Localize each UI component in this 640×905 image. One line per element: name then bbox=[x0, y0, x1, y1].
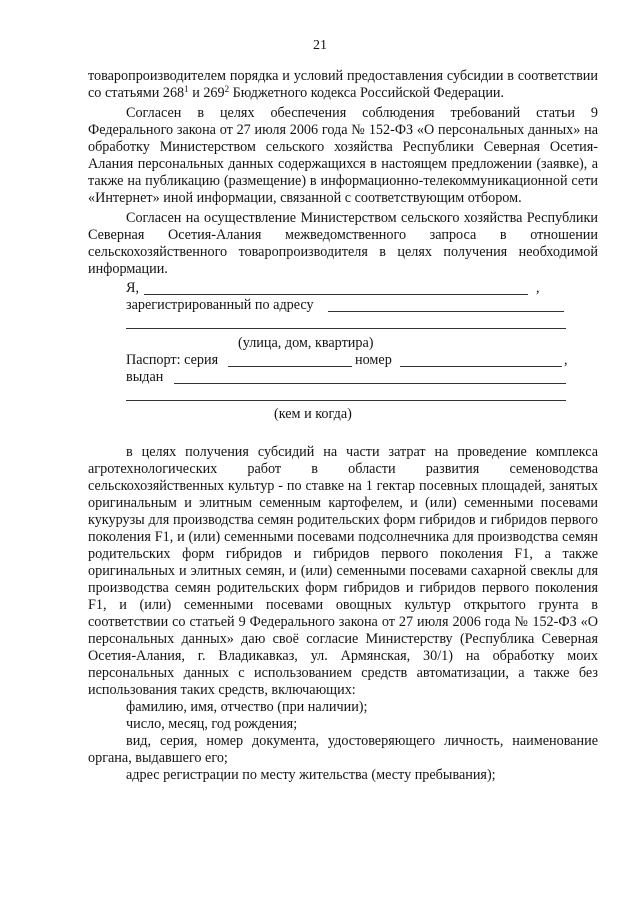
paragraph-interagency-request-consent: Согласен на осуществление Министерством сельского хозяйства Республики Северная Осетия-Алания межведомственного запроса в отношении сельскохозяйственного товаропроизводителя в целях получения необходимой информации. bbox=[88, 210, 598, 277]
paragraph-personal-data-consent: Согласен в целях обеспечения соблюдения требований статьи 9 Федерального закона от 27 июля 2006 года № 152-ФЗ «О персональных данных» на обработку Министерством сельского хозяйства Республики Северная Осетия-Алания персональных данных содержащихся в настоящем предложении (заявке), а также на публикацию (размещение) в информационно-телекоммуникационной сети «Интернет» иной информации, связанной с соответствующим отбором. bbox=[88, 105, 598, 206]
registered-address-label: зарегистрированный по адресу bbox=[126, 297, 314, 313]
list-item-identity-document: вид, серия, номер документа, удостоверяющего личность, наименование органа, выдавшего его; bbox=[88, 733, 598, 766]
passport-number-label: номер bbox=[355, 352, 392, 368]
passport-series-label: Паспорт: серия bbox=[126, 352, 219, 368]
footnote-mark-1: 1 bbox=[184, 84, 189, 94]
list-item-registration-address: адрес регистрации по месту жительства (месту пребывания); bbox=[126, 767, 496, 783]
paragraph-subsidy-conditions: товаропроизводителем порядка и условий предоставления субсидии в соответствии со статьями $268^1$ и $269^2$ Бюджетного кодекса Российской Федерации. bbox=[88, 68, 598, 101]
document-body bbox=[88, 68, 598, 784]
footnote-mark-2: 2 bbox=[224, 84, 230, 94]
list-item-full-name: фамилию, имя, отчество (при наличии); bbox=[126, 699, 368, 715]
issued-field-1[interactable] bbox=[174, 383, 566, 384]
paragraph-subsidy-purpose-consent: в целях получения субсидий на части затрат на проведение комплекса агротехнологических работ в области развития семеноводства сельскохозяйственных культур - по ставке на 1 гектар посевных площадей, занятых оригинальным и элитным семенным картофелем, и (или) семенными посевами кукурузы для производства семян родительских форм гибридов и гибридов первого поколения F1, и (или) семенными посевами подсолнечника для производства семян родительских форм гибридов и гибридов первого поколения F1, а также оригинальных и элитных семян, и (или) семенными посевами сахарной свеклы для производства семян родительских форм гибридов и гибридов первого поколения F1, и (или) семенными посевами овощных культур открытого грунта в соответствии со статьей 9 Федерального закона от 27 июля 2006 года № 152-ФЗ «О персональных данных» даю своё согласие Министерству (Республика Северная Осетия-Алания, г. Владикавказ, ул. Армянская, 30/1) на обработку моих персональных данных с использованием средств автоматизации, а также без использования таких средств, включающих: bbox=[88, 444, 598, 698]
i-label: Я, bbox=[126, 280, 140, 296]
applicant-form bbox=[88, 280, 598, 422]
passport-number-field[interactable] bbox=[400, 366, 562, 367]
address-field-1[interactable] bbox=[328, 311, 564, 312]
address-field-2[interactable] bbox=[126, 328, 566, 329]
issued-caption: (кем и когда) bbox=[274, 406, 352, 422]
name-field[interactable] bbox=[144, 294, 528, 295]
address-caption: (улица, дом, квартира) bbox=[238, 335, 374, 351]
issued-label: выдан bbox=[126, 369, 164, 385]
name-comma: , bbox=[536, 280, 540, 296]
list-item-birth-date: число, месяц, год рождения; bbox=[126, 716, 298, 732]
passport-series-field[interactable] bbox=[228, 366, 352, 367]
page-number: 21 bbox=[313, 38, 327, 53]
passport-comma: , bbox=[564, 352, 568, 368]
issued-field-2[interactable] bbox=[126, 400, 566, 401]
